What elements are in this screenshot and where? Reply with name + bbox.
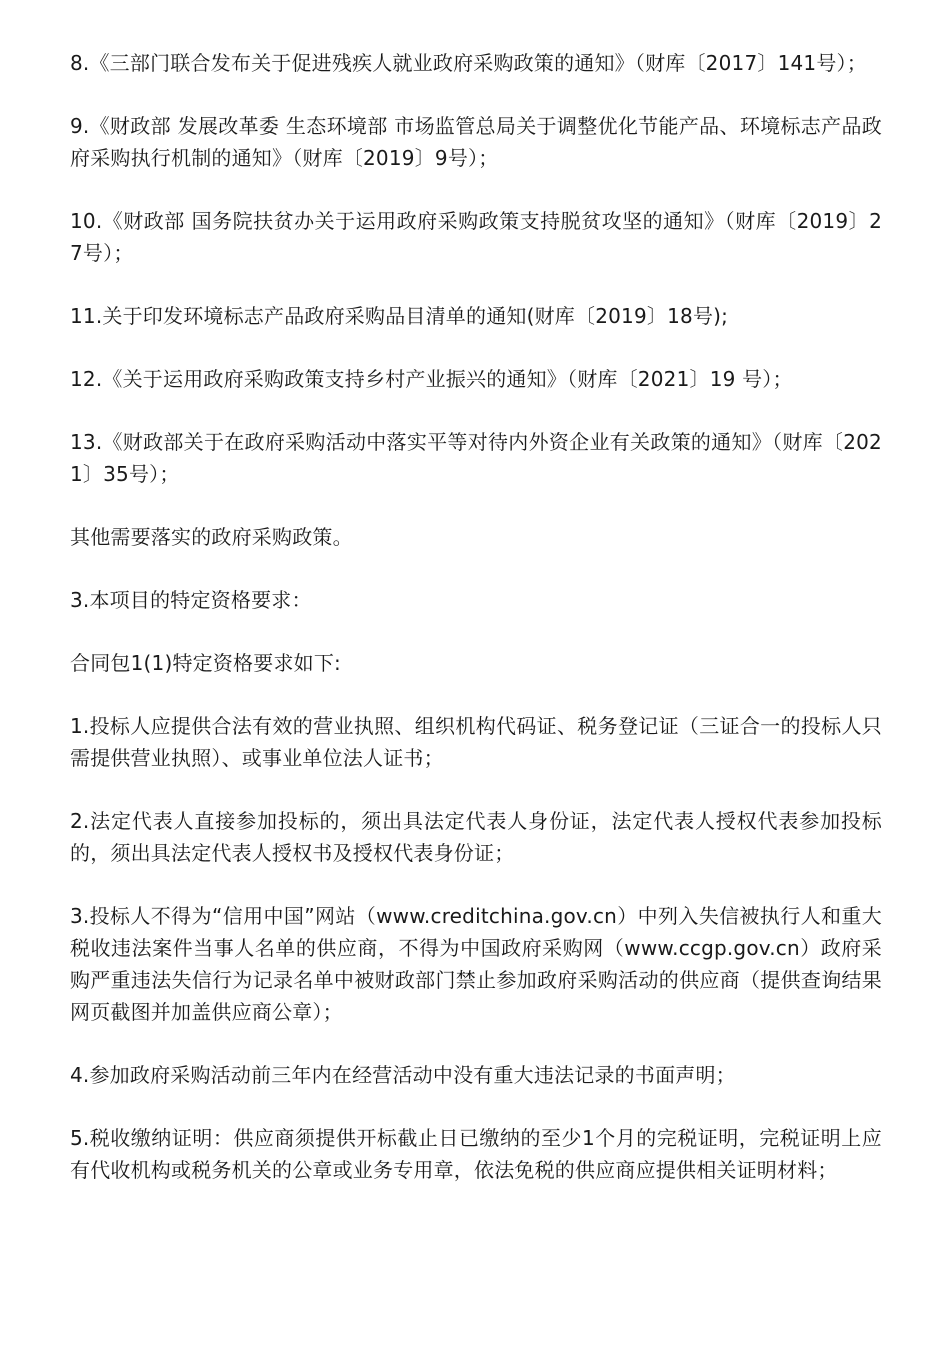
- document-body: [70, 47, 882, 1217]
- policy-item-8: 8.《三部门联合发布关于促进残疾人就业政府采购政策的通知》（财库〔2017〕141号）；: [70, 51, 867, 75]
- requirement-item-5: 5.税收缴纳证明：供应商须提供开标截止日已缴纳的至少1个月的完税证明，完税证明上应有代收机构或税务机关的公章或业务专用章，依法免税的供应商应提供相关证明材料；: [70, 1126, 882, 1182]
- policy-item-13: 13.《财政部关于在政府采购活动中落实平等对待内外资企业有关政策的通知》（财库〔2021〕35号）；: [70, 430, 882, 486]
- policy-item-9: 9.《财政部 发展改革委 生态环境部 市场监管总局关于调整优化节能产品、环境标志产品政府采购执行机制的通知》（财库〔2019〕9号）；: [70, 114, 882, 170]
- policy-item-12: 12.《关于运用政府采购政策支持乡村产业振兴的通知》（财库〔2021〕19 号）；: [70, 367, 793, 391]
- requirement-item-2: 2.法定代表人直接参加投标的，须出具法定代表人身份证，法定代表人授权代表参加投标的，须出具法定代表人授权书及授权代表身份证；: [70, 809, 882, 865]
- requirement-item-4: 4.参加政府采购活动前三年内在经营活动中没有重大违法记录的书面声明；: [70, 1063, 736, 1087]
- section-heading-requirements: 3.本项目的特定资格要求：: [70, 588, 312, 612]
- requirement-item-3: 3.投标人不得为“信用中国”网站（www.creditchina.gov.cn）中列入失信被执行人和重大税收违法案件当事人名单的供应商，不得为中国政府采购网（www.ccgp.gov.cn）政府采购严重违法失信行为记录名单中被财政部门禁止参加政府采购活动的供应商（提供查询结果网页截图并加盖供应商公章）；: [70, 904, 882, 1024]
- policy-item-11: 11.关于印发环境标志产品政府采购品目清单的通知(财库〔2019〕18号);: [70, 304, 729, 328]
- policy-other: 其他需要落实的政府采购政策。: [70, 525, 353, 549]
- requirement-item-1: 1.投标人应提供合法有效的营业执照、组织机构代码证、税务登记证（三证合一的投标人只需提供营业执照）、或事业单位法人证书；: [70, 714, 882, 770]
- policy-item-10: 10.《财政部 国务院扶贫办关于运用政府采购政策支持脱贫攻坚的通知》（财库〔2019〕27号）；: [70, 209, 882, 265]
- lot-heading: 合同包1(1)特定资格要求如下:: [70, 651, 341, 675]
